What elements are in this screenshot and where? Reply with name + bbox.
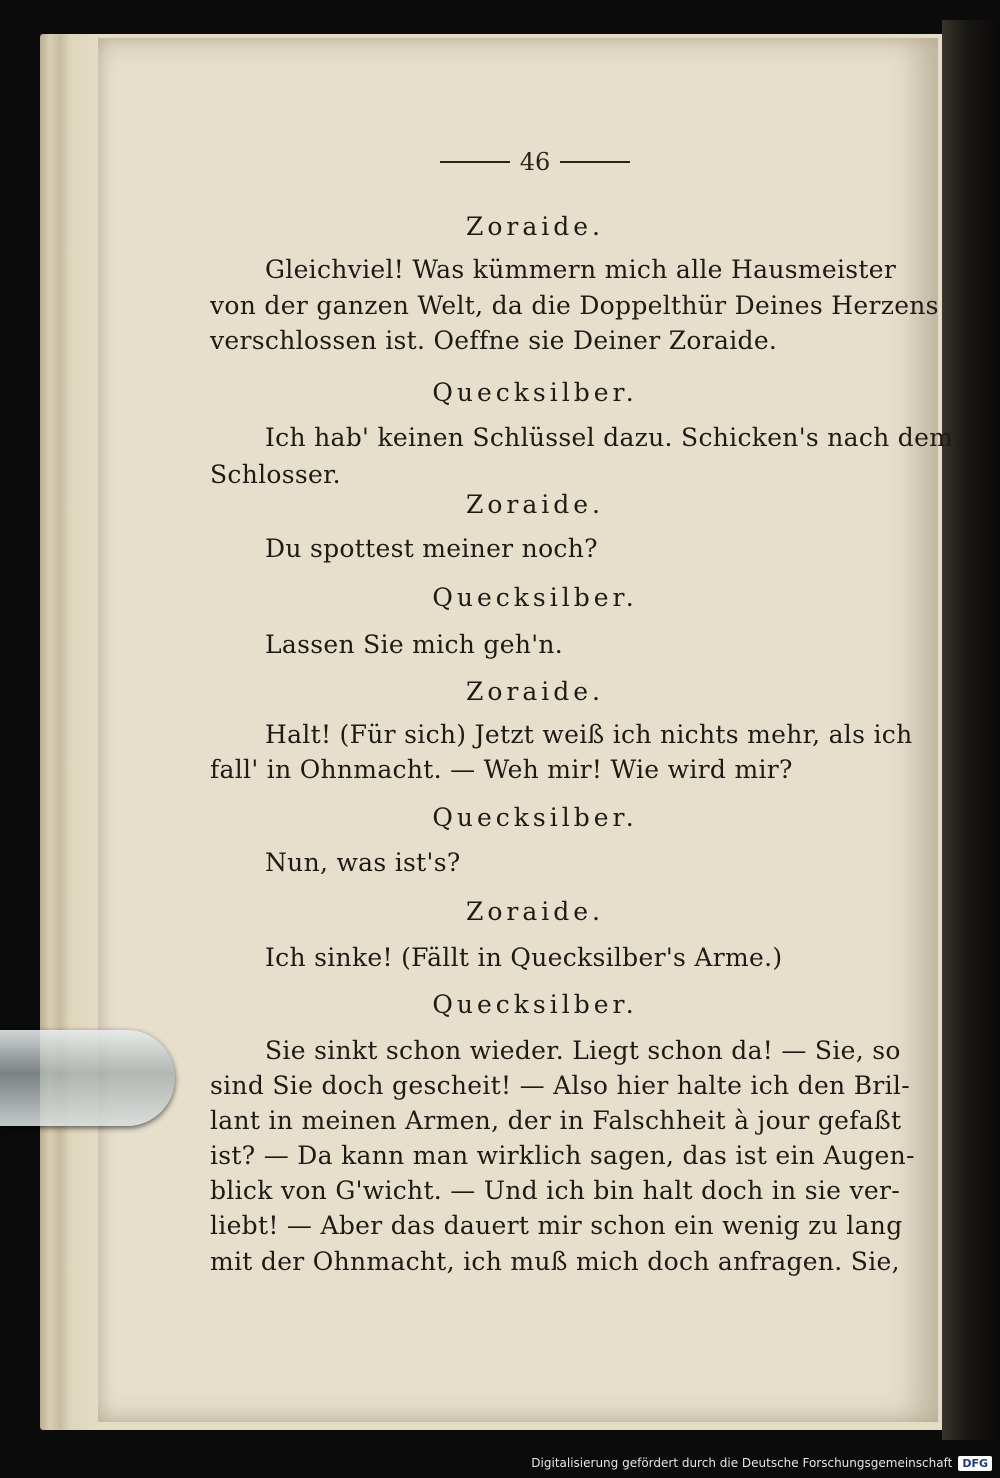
text-line: Du spottest meiner noch? — [265, 534, 598, 563]
left-rule — [440, 161, 510, 163]
speaker-name: Zoraide. — [465, 677, 605, 706]
speaker-name: Zoraide. — [465, 490, 605, 519]
text-line: Gleichviel! Was kümmern mich alle Hausmeister — [265, 255, 897, 284]
page-holder-clip — [0, 1030, 175, 1126]
text-line: fall' in Ohnmacht. — Weh mir! Wie wird mir? — [210, 755, 793, 784]
text-line: liebt! — Aber das dauert mir schon ein wenig zu lang — [210, 1211, 903, 1240]
text-line: blick von G'wicht. — Und ich bin halt doch in sie ver- — [210, 1176, 900, 1205]
page-number: 46 — [519, 148, 551, 176]
text-line: Ich sinke! (Fällt in Quecksilber's Arme.) — [265, 943, 783, 972]
speaker-name: Quecksilber. — [432, 803, 638, 832]
text-line: sind Sie doch gescheit! — Also hier halte ich den Bril- — [210, 1071, 910, 1100]
speaker-name: Zoraide. — [465, 897, 605, 926]
text-line: verschlossen ist. Oeffne sie Deiner Zoraide. — [210, 326, 778, 355]
text-line: lant in meinen Armen, der in Falschheit à jour gefaßt — [210, 1106, 902, 1135]
speaker-name: Zoraide. — [465, 212, 605, 241]
text-line: von der ganzen Welt, da die Doppelthür Deines Herzens — [210, 291, 939, 320]
text-line: Schlosser. — [210, 460, 341, 489]
speaker-name: Quecksilber. — [432, 378, 638, 407]
speaker-name: Quecksilber. — [432, 990, 638, 1019]
text-line: Nun, was ist's? — [265, 848, 461, 877]
text-line: Halt! (Für sich) Jetzt weiß ich nichts mehr, als ich — [265, 720, 913, 749]
dfg-logo-icon: DFG — [958, 1456, 992, 1471]
footer — [531, 1452, 992, 1474]
right-rule — [560, 161, 630, 163]
text-line: mit der Ohnmacht, ich muß mich doch anfragen. Sie, — [210, 1247, 900, 1276]
footer-credit: Digitalisierung gefördert durch die Deutsche Forschungsgemeinschaft — [531, 1456, 953, 1470]
speaker-name: Quecksilber. — [432, 583, 638, 612]
text-line: ist? — Da kann man wirklich sagen, das ist ein Augen- — [210, 1141, 915, 1170]
page-number-header — [430, 145, 640, 179]
text-line: Ich hab' keinen Schlüssel dazu. Schicken's nach dem — [265, 423, 954, 452]
text-line: Lassen Sie mich geh'n. — [265, 630, 564, 659]
text-line: Sie sinkt schon wieder. Liegt schon da! — Sie, so — [265, 1036, 901, 1065]
book-right-edge — [942, 20, 1000, 1440]
